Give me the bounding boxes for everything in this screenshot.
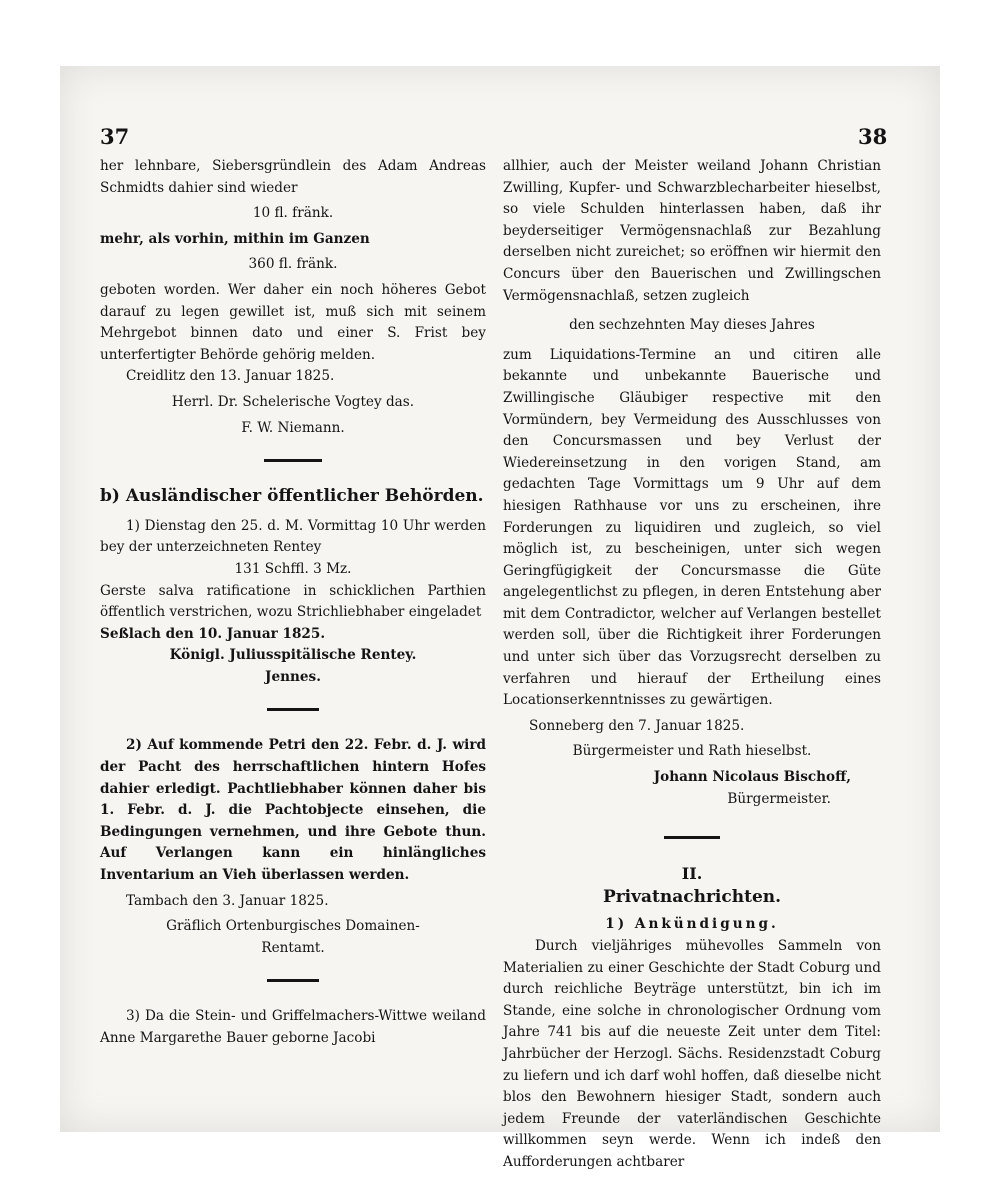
left-item-1-body: Gerste salva ratificatione in schicklichen Parthien öffentlich verstrichen, wozu Strichliebhaber eingeladet: [100, 582, 486, 621]
section-divider: [664, 836, 720, 839]
left-amount-1: 10 fl. fränk.: [252, 205, 334, 222]
left-place-date-3: Tambach den 3. Januar 1825.: [126, 892, 329, 909]
left-item-1-intro: 1) Dienstag den 25. d. M. Vormittag 10 Uhr werden bey der unterzeichneten Rentey: [100, 517, 486, 556]
section-title: Privatnachrichten.: [602, 886, 782, 907]
right-office: Bürgermeister und Rath hieselbst.: [572, 743, 812, 760]
left-column: [100, 156, 486, 1050]
left-signer-2: Jennes.: [265, 668, 321, 685]
right-paragraph-1: allhier, auch der Meister weiland Johann Christian Zwilling, Kupfer- und Schwarzblecharbeiter hieselbst, so viele Schulden hinterlassen haben, daß ihr beyderseitiger Vermögensnachlaß zur Bezahlung derselben nicht zureichet; so eröffnen wir hiermit den Concurs über den Bauerischen und Zwillingschen Vermögensnachlaß, setzen zugleich: [503, 158, 881, 304]
left-item-1-amount: 131 Schffl. 3 Mz.: [234, 560, 352, 577]
right-paragraph-2: zum Liquidations-Termine an und citiren alle bekannte und unbekannte Bauerische und Zwillingische Gläubiger respective mit den Vormündern, bey Vermeidung des Ausschlusses von den Concursmassen und bey Verlust der Wiedereinsetzung in den vorigen Stand, am gedachten Tage Vormittags um 9 Uhr auf dem hiesigen Rathhause vor uns zu erscheinen, ihre Forderungen zu liquidiren und zugleich, so viel möglich ist, zu bescheinigen, unter sich wegen Geringfügigkeit der Concursmasse die Güte angelegentlichst zu pflegen, in deren Entstehung aber mit dem Contradictor, welcher auf Verlangen bestellet werden soll, über die Richtigkeit ihrer Forderungen und unter sich über das Vorzugsrecht derselben zu verfahren und hierauf der Ertheilung eines Locationserkenntnisses zu gewärtigen.: [503, 346, 881, 709]
right-paragraph-3: Durch vieljähriges mühevolles Sammeln von Materialien zu einer Geschichte der Stadt Coburg und durch reichliche Beyträge unterstützt, bin ich im Stande, eine solche in chronologischer Ordnung vom Jahre 741 bis auf die neueste Zeit unter dem Titel: Jahrbücher der Herzogl. Sächs. Residenzstadt Coburg zu liefern und ich darf wohl hoffen, daß dieselbe nicht blos den Bewohnern hiesiger Stadt, sondern auch jedem Freunde der vaterländischen Geschichte willkommen seyn werde. Wenn ich indeß den Aufforderungen achtbarer: [503, 938, 881, 1170]
right-date-line: den sechzehnten May dieses Jahres: [569, 317, 815, 334]
section-divider: [264, 459, 322, 462]
section-divider: [267, 979, 319, 982]
left-paragraph-3: geboten worden. Wer daher ein noch höheres Gebot darauf zu legen gewillet ist, muß sich mit seinem Mehrgebot binnen dato und einer S. Frist bey unterfertigter Behörde gehörig melden.: [100, 281, 486, 363]
page-number-left: 37: [100, 124, 130, 149]
left-item-3: 3) Da die Stein- und Griffelmachers-Wittwe weiland Anne Margarethe Bauer geborne Jacobi: [100, 1008, 486, 1046]
section-number: II.: [681, 864, 703, 884]
section-divider: [267, 708, 319, 711]
announcement-heading: 1) Ankündigung.: [605, 916, 779, 933]
right-place-date: Sonneberg den 7. Januar 1825.: [529, 717, 745, 734]
left-item-2: 2) Auf kommende Petri den 22. Febr. d. J. wird der Pacht des herrschaftlichen hintern Hofes dahier erledigt. Pachtliebhaber können daher bis 1. Febr. d. J. die Pachtobjecte einsehen, die Bedingungen vernehmen, und ihre Gebote thun. Auf Verlangen kann ein hinlängliches Inventarium an Vieh überlassen werden.: [100, 737, 486, 884]
left-office-1: Herrl. Dr. Schelerische Vogtey das.: [171, 393, 415, 410]
left-office-2: Königl. Juliusspitälische Rentey.: [169, 647, 417, 664]
right-signer-title: Bürgermeister.: [727, 790, 831, 807]
left-amount-2: 360 fl. fränk.: [248, 256, 338, 273]
left-office-3-line-1: Gräflich Ortenburgisches Domainen-: [166, 918, 420, 935]
left-office-3-line-2: Rentamt.: [261, 939, 325, 956]
section-heading-b: b) Ausländischer öffentlicher Behörden.: [100, 486, 484, 507]
left-paragraph-1: her lehnbare, Siebersgründlein des Adam Andreas Schmidts dahier sind wieder: [100, 158, 486, 196]
page-number-right: 38: [858, 124, 888, 149]
right-signer: Johann Nicolaus Bischoff,: [653, 769, 851, 786]
left-place-date-2: Seßlach den 10. Januar 1825.: [100, 625, 326, 642]
left-signer-1: F. W. Niemann.: [241, 419, 345, 436]
right-column: [503, 156, 881, 1174]
left-place-date-1: Creidlitz den 13. Januar 1825.: [126, 368, 335, 385]
left-paragraph-2: mehr, als vorhin, mithin im Ganzen: [100, 230, 370, 247]
